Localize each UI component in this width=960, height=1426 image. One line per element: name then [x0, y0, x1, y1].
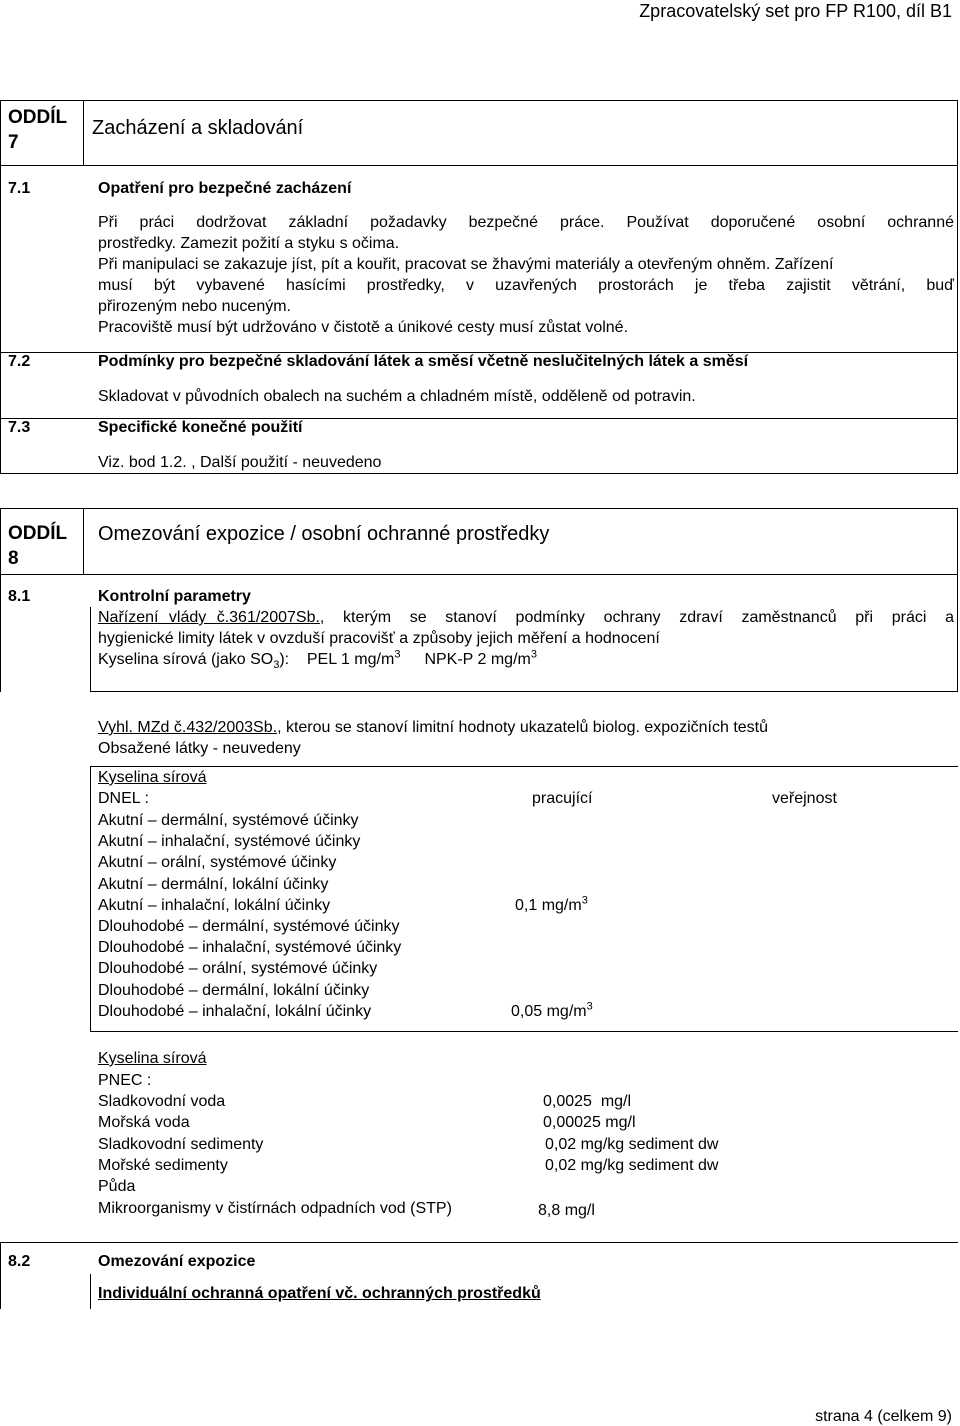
text-line: přirozeným nebo nuceným.	[98, 298, 291, 315]
pnec-row-value: 0,0025 mg/l	[543, 1093, 632, 1110]
dnel-left-border	[90, 766, 91, 1032]
dnel-row-label: Akutní – inhalační, systémové účinky	[98, 833, 361, 851]
pnec-label: PNEC :	[98, 1072, 152, 1089]
dnel-col-public: veřejnost	[772, 790, 837, 807]
pnec-row-value: 0,00025 mg/l	[543, 1114, 636, 1132]
dnel-row-label: Akutní – dermální, lokální účinky	[98, 875, 329, 893]
regulation-name: Nařízení vlády č.361/2007Sb.	[98, 609, 320, 626]
section-7-bottom-border	[0, 473, 958, 474]
regulation-desc: , kterým se stanoví podmínky ochrany zdraví zaměstnanců při práci a	[319, 609, 954, 626]
section-8-title: Omezování expozice / osobní ochranné prostředky	[98, 523, 550, 545]
vyhlaska-name: Vyhl. MZd č.432/2003Sb.	[98, 719, 278, 736]
text-line: Při práci dodržovat základní požadavky bezpečné práce. Používat doporučené osobní ochranné	[98, 214, 954, 231]
pnec-row-value: 0,02 mg/kg sediment dw	[545, 1156, 719, 1174]
pnec-row-label: Sladkovodní sedimenty	[98, 1135, 264, 1153]
dnel-top-border	[90, 766, 958, 767]
contained-substances: Obsažené látky - neuvedeny	[98, 740, 301, 757]
subsection-7-2-text: Skladovat v původních obalech na suchém a chladném místě, odděleně od potravin.	[98, 388, 696, 405]
page-number: strana 4 (celkem 9)	[815, 1408, 952, 1425]
subsection-7-3-title: Specifické konečné použití	[98, 419, 303, 436]
section-8-1-left-border	[0, 575, 1, 692]
dnel-value-text: 0,05 mg/m	[511, 1002, 587, 1020]
dnel-row-label: Akutní – dermální, systémové účinky	[98, 812, 359, 829]
npk-superscript: 3	[530, 648, 537, 661]
dnel-col-workers: pracující	[532, 790, 593, 807]
subsection-8-1-number: 8.1	[8, 588, 31, 605]
dnel-row-value	[515, 895, 588, 916]
pnec-row-label: Mořská voda	[98, 1114, 190, 1132]
subsection-7-2-number: 7.2	[8, 353, 31, 370]
regulation-line-1	[98, 607, 954, 628]
subsection-8-2-divider	[0, 1242, 958, 1243]
text-line: Při manipulaci se zakazuje jíst, pít a kouřit, pracovat se žhavými materiály a otevřeným ohněm. Zařízení	[98, 256, 834, 273]
text-line: musí být vybavené hasícími prostředky, v uzavřených prostorách je třeba zajistit větrání, buď	[98, 277, 954, 294]
dnel-row-label: Dlouhodobé – dermální, systémové účinky	[98, 918, 400, 935]
dnel-row-label: Dlouhodobé – orální, systémové účinky	[98, 960, 378, 978]
regulation-paragraph	[98, 607, 954, 670]
subsection-8-2-number: 8.2	[8, 1253, 31, 1270]
subsection-7-3-text: Viz. bod 1.2. , Další použití - neuvedeno	[98, 454, 382, 471]
dnel-row-label: Akutní – orální, systémové účinky	[98, 854, 337, 872]
dnel-label: DNEL :	[98, 790, 149, 807]
regulation-line-2: hygienické limity látek v ovzduší pracovišť a způsoby jejich měření a hodnocení	[98, 630, 660, 647]
pnec-row-value: 8,8 mg/l	[538, 1201, 595, 1219]
section-7-label-number: 7	[8, 132, 19, 153]
pel-line	[98, 649, 954, 670]
section-7-label	[1, 101, 84, 165]
pnec-row-label: Sladkovodní voda	[98, 1093, 226, 1110]
pnec-row-label: Mořské sedimenty	[98, 1156, 228, 1174]
pnec-substance: Kyselina sírová	[98, 1050, 207, 1067]
subsection-8-2-left-border	[0, 1242, 1, 1309]
vyhlaska-line	[98, 717, 768, 738]
subsection-8-1-title: Kontrolní parametry	[98, 588, 251, 605]
section-8-header	[0, 508, 958, 575]
section-8-label	[1, 509, 84, 574]
vyhlaska-desc: , kterou se stanoví limitní hodnoty ukazatelů biolog. expozičních testů	[277, 719, 769, 736]
pel-superscript: 3	[394, 648, 401, 661]
section-7-header	[0, 100, 958, 166]
section-8-1-inner-border	[90, 607, 91, 692]
subsection-7-3-number: 7.3	[8, 419, 31, 436]
section-7-title: Zacházení a skladování	[92, 117, 304, 139]
text-line: prostředky. Zamezit požití a styku s očima.	[98, 235, 400, 252]
text-line: Pracoviště musí být udržováno v čistotě a únikové cesty musí zůstat volné.	[98, 319, 629, 336]
subsection-7-2-title: Podmínky pro bezpečné skladování látek a směsí včetně neslučitelných látek a směsí	[98, 353, 749, 370]
pel-substance: Kyselina sírová (jako SO	[98, 651, 274, 668]
subsection-8-2-inner-border	[90, 1274, 91, 1309]
pnec-row-label: Mikroorganismy v čistírnách odpadních vod (STP)	[98, 1199, 452, 1217]
dnel-row-label: Dlouhodobé – dermální, lokální účinky	[98, 981, 370, 999]
section-8-1-bottom-border	[90, 691, 958, 692]
subsection-7-1-number: 7.1	[8, 180, 31, 197]
subsection-8-2-title: Omezování expozice	[98, 1253, 256, 1270]
section-7-right-border	[957, 166, 958, 473]
dnel-value-superscript: 3	[586, 1000, 593, 1013]
section-8-1-right-border	[957, 575, 958, 692]
npk-value: NPK-P 2 mg/m	[424, 651, 531, 668]
dnel-row-label: Akutní – inhalační, lokální účinky	[98, 896, 331, 914]
section-8-label-number: 8	[8, 548, 19, 569]
dnel-row-label: Dlouhodobé – inhalační, lokální účinky	[98, 1002, 372, 1020]
dnel-row-label: Dlouhodobé – inhalační, systémové účinky	[98, 939, 402, 957]
subsection-7-1-title: Opatření pro bezpečné zacházení	[98, 180, 352, 197]
section-7-left-border	[0, 166, 1, 473]
pnec-row-value: 0,02 mg/kg sediment dw	[545, 1135, 719, 1153]
subsection-7-1-text	[98, 212, 954, 338]
dnel-substance: Kyselina sírová	[98, 769, 207, 786]
section-7-label-word: ODDÍL	[8, 107, 68, 128]
pnec-row-label: Půda	[98, 1178, 136, 1196]
pel-value: ): PEL 1 mg/m	[279, 651, 395, 668]
subsection-8-2-subtitle: Individuální ochranná opatření vč. ochranných prostředků	[98, 1285, 541, 1302]
document-header-title: Zpracovatelský set pro FP R100, díl B1	[639, 1, 952, 21]
section-8-label-word: ODDÍL	[8, 523, 68, 544]
dnel-value-text: 0,1 mg/m	[515, 896, 582, 914]
dnel-bottom-border	[90, 1031, 958, 1032]
dnel-row-value	[511, 1001, 593, 1022]
pel-subscript: 3	[273, 659, 280, 672]
dnel-value-superscript: 3	[581, 894, 588, 907]
